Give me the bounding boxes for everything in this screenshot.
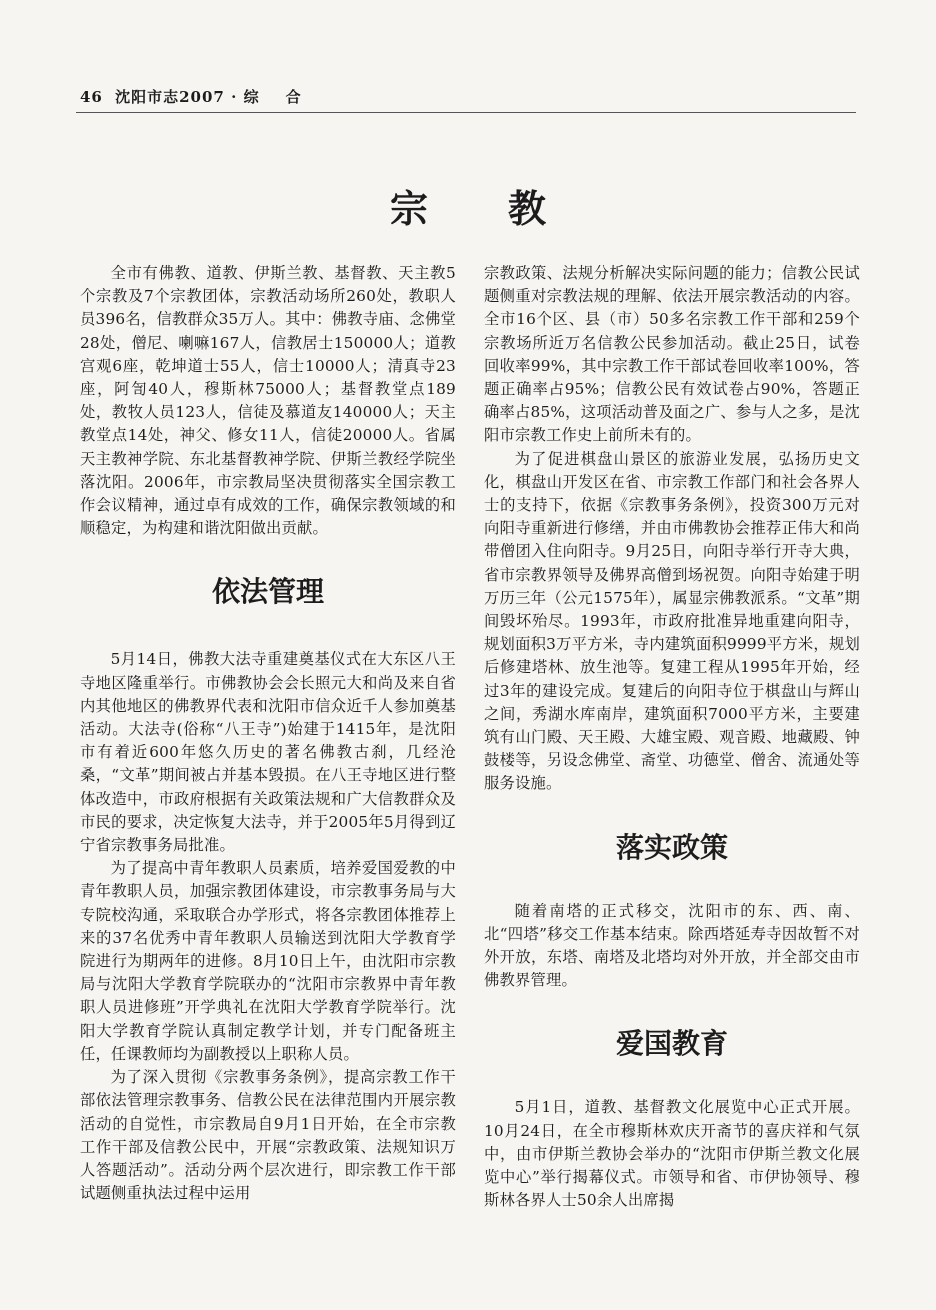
page-title	[0, 178, 936, 233]
left-column	[80, 262, 456, 1205]
section-heading-legal-management: 依法管理	[211, 575, 324, 609]
intro-paragraph: 全市有佛教、道教、伊斯兰教、基督教、天主教5个宗教及7个宗教团体，宗教活动场所260处，教职人员396名，信教群众35万人。其中：佛教寺庙、念佛堂28处，僧尼、喇嘛167人，信教居士150000人；道教宫观6座，乾坤道士55人，信士10000人；清真寺23座，阿訇40人，穆斯林75000人；基督教堂点189处，教牧人员123人，信徒及慕道友140000人；天主教堂点14处，神父、修女11人，信徒20000人。省属天主教神学院、东北基督教神学院、伊斯兰教经学院坐落沈阳。2006年，市宗教局坚决贯彻落实全国宗教工作会议精神，通过卓有成效的工作，确保宗教领域的和顺稳定，为构建和谐沈阳做出贡献。	[80, 264, 456, 538]
title-char-1: 宗	[389, 186, 428, 231]
continued-paragraph: 宗教政策、法规分析解决实际问题的能力；信教公民试题侧重对宗教法规的理解、依法开展宗教活动的内容。全市16个区、县（市）50多名宗教工作干部和259个宗教场所近万名信教公民参加活动。截止25日，试卷回收率99%，其中宗教工作干部试卷回收率100%，答题正确率占95%；信教公民有效试卷占90%，答题正确率占85%，这项活动普及面之广、参与人之多，是沈阳市宗教工作史上前所未有的。	[484, 264, 860, 445]
body-paragraph: 5月14日，佛教大法寺重建奠基仪式在大东区八王寺地区隆重举行。市佛教协会会长照元大和尚及来自省内其他地区的佛教界代表和沈阳市信众近千人参加奠基活动。大法寺(俗称“八王寺”)始建于1415年，是沈阳市有着近600年悠久历史的著名佛教古刹，几经沧桑，“文革”期间被占并基本毁损。在八王寺地区进行整体改造中，市政府根据有关政策法规和广大信教群众及市民的要求，决定恢复大法寺，并于2005年5月得到辽宁省宗教事务局批准。	[80, 650, 456, 855]
body-paragraph: 5月1日，道教、基督教文化展览中心正式开展。10月24日，在全市穆斯林欢庆开斋节的喜庆祥和气氛中，由市伊斯兰教协会举办的“沈阳市伊斯兰教文化展览中心”举行揭幕仪式。市领导和省、市伊协领导、穆斯林各界人士50余人出席揭	[484, 1098, 860, 1210]
running-header	[80, 86, 302, 107]
body-paragraph: 为了深入贯彻《宗教事务条例》，提高宗教工作干部依法管理宗教事务、信教公民在法律范围内开展宗教活动的自觉性，市宗教局自9月1日开始，在全市宗教工作干部及信教公民中，开展“宗教政策、法规知识万人答题活动”。活动分两个层次进行，即宗教工作干部试题侧重执法过程中运用	[80, 1068, 456, 1203]
right-column	[484, 262, 860, 1213]
header-rule	[76, 112, 856, 113]
page-number: 46	[80, 88, 103, 106]
title-char-2: 教	[508, 186, 547, 231]
section-name-part-2: 合	[285, 88, 302, 106]
body-paragraph: 为了促进棋盘山景区的旅游业发展，弘扬历史文化，棋盘山开发区在省、市宗教工作部门和社会各界人士的支持下，依据《宗教事务条例》，投资300万元对向阳寺重新进行修缮，并由市佛教协会推荐正伟大和尚带僧团入住向阳寺。9月25日，向阳寺举行开寺大典，省市宗教界领导及佛界高僧到场祝贺。向阳寺始建于明万历三年（公元1575年），属显宗佛教派系。“文革”期间毁坏殆尽。1993年，市政府批准异地重建向阳寺，规划面积3万平方米，寺内建筑面积9999平方米，规划后修建塔林、放生池等。复建工程从1995年开始，经过3年的建设完成。复建后的向阳寺位于棋盘山与辉山之间，秀湖水库南岸，建筑面积7000平方米，主要建筑有山门殿、天王殿、大雄宝殿、观音殿、地藏殿、钟鼓楼等，另设念佛堂、斋堂、功德堂、僧舍、流通处等服务设施。	[484, 449, 860, 793]
section-name-part-1: 综	[243, 88, 260, 106]
body-paragraph: 为了提高中青年教职人员素质，培养爱国爱教的中青年教职人员，加强宗教团体建设，市宗教事务局与大专院校沟通，采取联合办学形式，将各宗教团体推荐上来的37名优秀中青年教职人员输送到沈阳大学教育学院进行为期两年的进修。8月10日上午，由沈阳市宗教局与沈阳大学教育学院联办的“沈阳市宗教界中青年教职人员进修班”开学典礼在沈阳大学教育学院举行。沈阳大学教育学院认真制定教学计划，并专门配备班主任，任课教师均为副教授以上职称人员。	[80, 859, 456, 1063]
header-separator: ·	[231, 88, 238, 106]
body-paragraph: 随着南塔的正式移交，沈阳市的东、西、南、北“四塔”移交工作基本结束。除西塔延寿寺因故暂不对外开放，东塔、南塔及北塔均对外开放，并全部交由市佛教界管理。	[484, 901, 860, 990]
section-heading-patriotic-education: 爱国教育	[615, 1027, 728, 1061]
section-heading-policy-implementation: 落实政策	[615, 830, 728, 864]
book-title: 沈阳市志2007	[115, 88, 225, 106]
